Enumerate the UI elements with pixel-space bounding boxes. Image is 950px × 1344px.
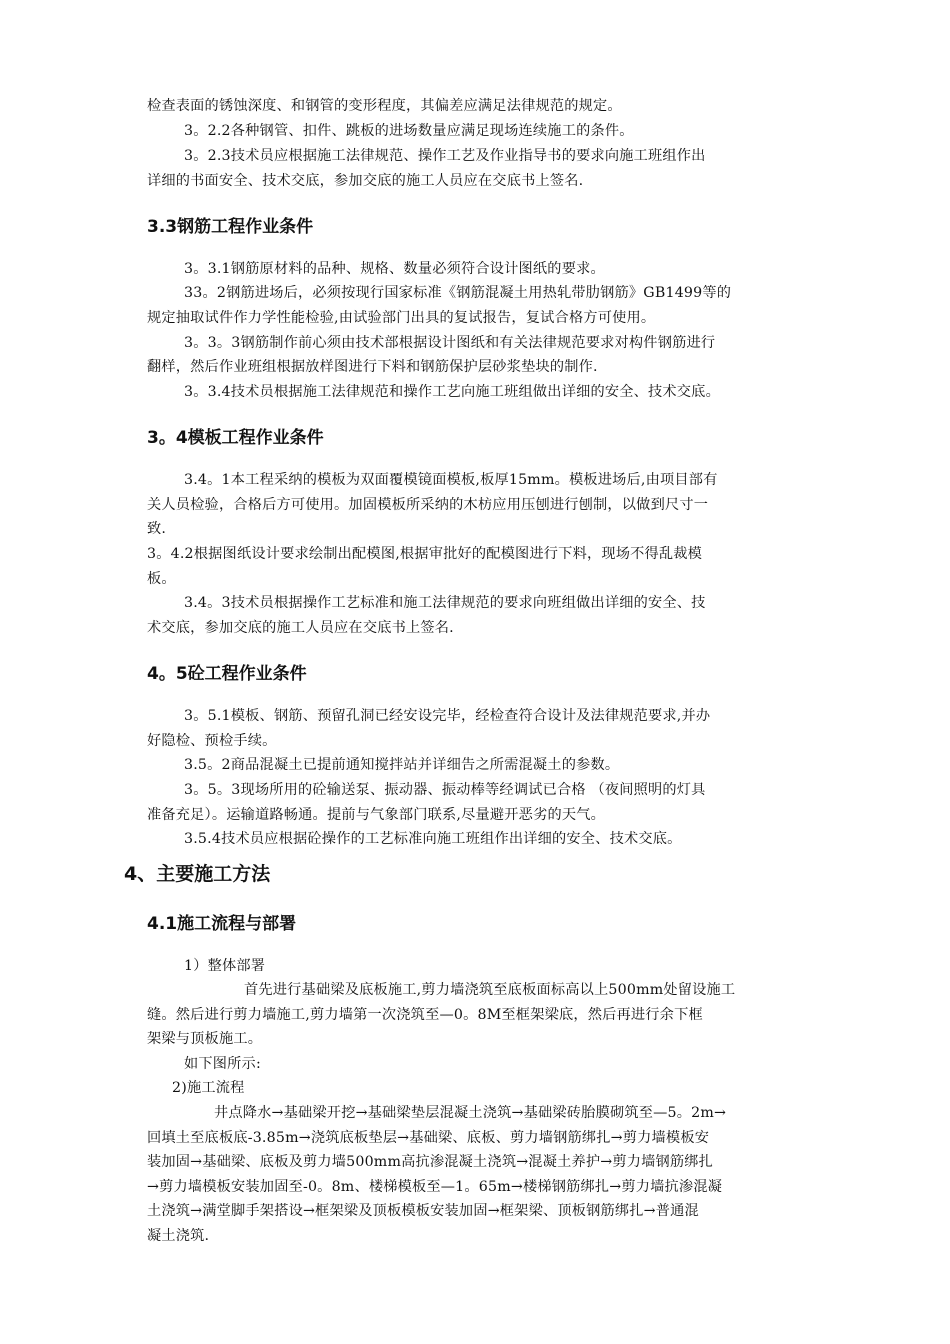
section-heading-4-5: 4。5砼工程作业条件 — [147, 664, 307, 684]
text-line: 3。2.3技术员应根据施工法律规范、操作工艺及作业指导书的要求向施工班组作出 — [184, 148, 706, 164]
text-line: 1）整体部署 — [184, 958, 266, 974]
text-line: 凝土浇筑. — [147, 1228, 210, 1244]
text-line: 好隐检、预检手续。 — [147, 733, 277, 749]
section-heading-3-3: 3.3钢筋工程作业条件 — [147, 217, 314, 237]
text-line: 检查表面的锈蚀深度、和钢管的变形程度，其偏差应满足法律规范的规定。 — [147, 98, 622, 114]
text-line: 3.4。3技术员根据操作工艺标准和施工法律规范的要求向班组做出详细的安全、技 — [184, 595, 706, 611]
text-line: 翻样，然后作业班组根据放样图进行下料和钢筋保护层砂浆垫块的制作. — [147, 359, 598, 375]
text-line: 3。2.2各种钢管、扣件、跳板的进场数量应满足现场连续施工的条件。 — [184, 123, 634, 139]
text-line: 详细的书面安全、技术交底，参加交底的施工人员应在交底书上签名. — [147, 173, 584, 189]
text-line: 如下图所示: — [184, 1056, 261, 1072]
section-heading-4-1: 4.1施工流程与部署 — [147, 914, 297, 934]
text-line: 3.5.4技术员应根据砼操作的工艺标准向施工班组作出详细的安全、技术交底。 — [184, 831, 682, 847]
text-line: 3。3.4技术员根据施工法律规范和操作工艺向施工班组做出详细的安全、技术交底。 — [184, 384, 720, 400]
text-line: 关人员检验，合格后方可使用。加固模板所采纳的木枋应用压刨进行刨制，以做到尺寸一 — [147, 497, 709, 513]
text-line: 术交底，参加交底的施工人员应在交底书上签名. — [147, 620, 454, 636]
text-line: 回填土至底板底-3.85m→浇筑底板垫层→基础梁、底板、剪力墙钢筋绑扎→剪力墙模板安 — [147, 1130, 710, 1146]
text-line: 3。5.1模板、钢筋、预留孔洞已经安设完毕，经检查符合设计及法律规范要求,并办 — [184, 708, 711, 724]
text-line: 3。4.2根据图纸设计要求绘制出配模图,根据审批好的配模图进行下料，现场不得乱裁模 — [147, 546, 703, 562]
text-line: 缝。然后进行剪力墙施工,剪力墙第一次浇筑至—0。8M至框架梁底，然后再进行余下框 — [147, 1007, 703, 1023]
text-line: 3。3.1钢筋原材料的品种、规格、数量必须符合设计图纸的要求。 — [184, 261, 605, 277]
chapter-heading-4: 4、主要施工方法 — [124, 863, 271, 885]
text-line: 装加固→基础梁、底板及剪力墙500mm高抗渗混凝土浇筑→混凝土养护→剪力墙钢筋绑扎 — [147, 1154, 714, 1170]
text-line: 2)施工流程 — [172, 1080, 245, 1096]
text-line: 规定抽取试件作力学性能检验,由试验部门出具的复试报告，复试合格方可使用。 — [147, 310, 656, 326]
text-line: 3.4。1本工程采纳的模板为双面覆模镜面模板,板厚15mm。模板进场后,由项目部有 — [184, 472, 718, 488]
text-line: 3.5。2商品混凝土已提前通知搅拌站并详细告之所需混凝土的参数。 — [184, 757, 620, 773]
text-line: 架梁与顶板施工。 — [147, 1031, 263, 1047]
text-line: →剪力墙模板安装加固至-0。8m、楼梯模板至—1。65m→楼梯钢筋绑扎→剪力墙抗渗混凝 — [147, 1179, 723, 1195]
text-line: 首先进行基础梁及底板施工,剪力墙浇筑至底板面标高以上500mm处留设施工 — [244, 982, 736, 998]
text-line: 33。2钢筋进场后，必须按现行国家标准《钢筋混凝土用热轧带肋钢筋》GB1499等的 — [184, 285, 732, 301]
text-line: 致. — [147, 521, 167, 537]
text-line: 井点降水→基础梁开挖→基础梁垫层混凝土浇筑→基础梁砖胎膜砌筑至—5。2m→ — [214, 1105, 727, 1121]
text-line: 准备充足）。运输道路畅通。提前与气象部门联系,尽量避开恶劣的天气。 — [147, 807, 606, 823]
text-line: 板。 — [147, 571, 176, 587]
text-line: 土浇筑→满堂脚手架搭设→框架梁及顶板模板安装加固→框架梁、顶板钢筋绑扎→普通混 — [147, 1203, 699, 1219]
text-line: 3。5。3现场所用的砼输送泵、振动器、振动棒等经调试已合格 （夜间照明的灯具 — [184, 782, 706, 798]
text-line: 3。3。3钢筋制作前心须由技术部根据设计图纸和有关法律规范要求对构件钢筋进行 — [184, 335, 716, 351]
section-heading-3-4: 3。4模板工程作业条件 — [147, 428, 324, 448]
